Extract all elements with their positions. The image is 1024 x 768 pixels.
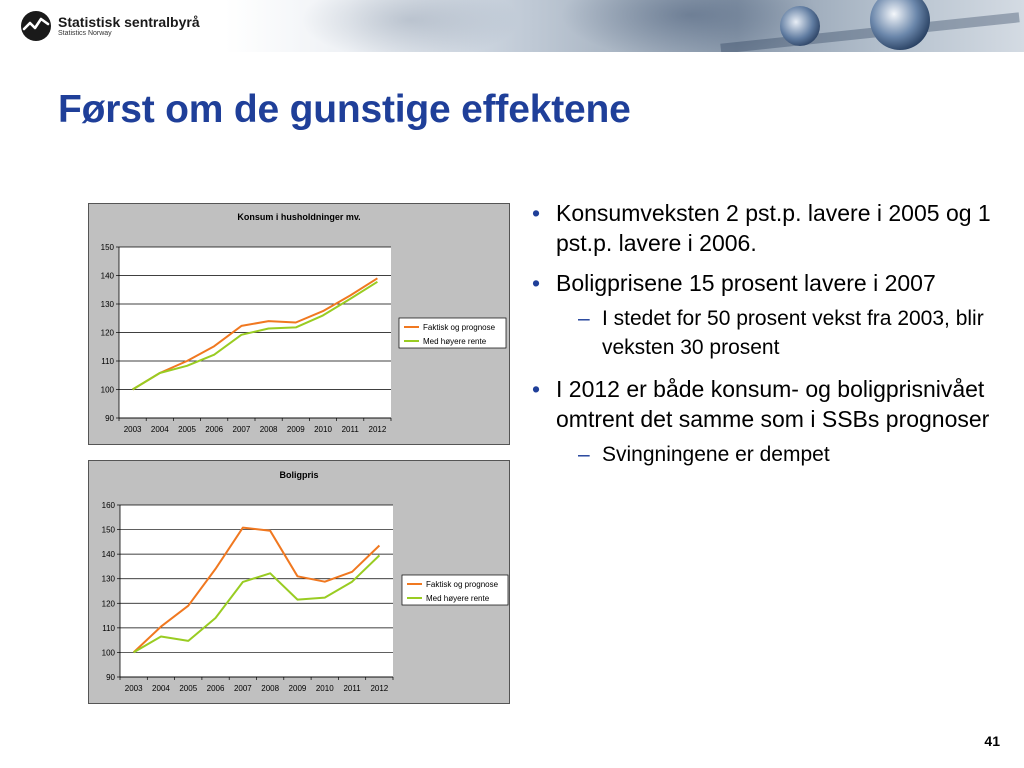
x-tick-label: 2012 xyxy=(370,684,389,693)
bullet-text: I 2012 er både konsum- og boligprisnivået omtrent det samme som i SSBs prognoser xyxy=(556,376,990,432)
x-tick-label: 2005 xyxy=(179,684,198,693)
bullet-item xyxy=(530,198,1010,258)
ssb-logo xyxy=(20,8,200,44)
plot-area xyxy=(120,505,393,677)
x-tick-label: 2006 xyxy=(205,425,224,434)
y-tick-label: 100 xyxy=(100,385,114,395)
consumption-chart-svg xyxy=(89,204,509,444)
house-price-chart xyxy=(88,460,510,704)
y-tick-label: 110 xyxy=(101,357,114,366)
sub-bullet-text: I stedet for 50 prosent vekst fra 2003, blir veksten 30 prosent xyxy=(602,307,984,359)
y-tick-label: 90 xyxy=(106,673,115,682)
x-tick-label: 2003 xyxy=(123,425,142,434)
bullet-item xyxy=(530,374,1010,434)
legend-label: Faktisk og prognose xyxy=(423,323,496,332)
y-tick-label: 90 xyxy=(105,414,114,423)
x-tick-label: 2007 xyxy=(233,684,252,693)
bullet-list xyxy=(530,198,1010,481)
y-tick-label: 150 xyxy=(100,243,114,252)
y-tick-label: 130 xyxy=(100,300,114,309)
x-tick-label: 2010 xyxy=(314,425,332,434)
x-tick-label: 2009 xyxy=(288,684,307,693)
logo-subtitle: Statistics Norway xyxy=(58,29,112,37)
y-tick-label: 140 xyxy=(100,271,114,281)
y-tick-label: 120 xyxy=(100,328,114,338)
chart-title: Boligpris xyxy=(279,470,319,480)
logo-name: Statistisk sentralbyrå xyxy=(58,13,200,30)
sub-bullet-item xyxy=(530,304,1010,362)
y-tick-label: 100 xyxy=(101,648,115,658)
ssb-logo-icon xyxy=(20,10,52,42)
sub-bullet-item xyxy=(530,440,1010,469)
banner-molecule xyxy=(780,6,820,46)
y-tick-label: 150 xyxy=(101,525,115,535)
bullet-dot: • xyxy=(532,270,541,296)
legend-label: Med høyere rente xyxy=(426,594,490,603)
sub-bullet-dash: – xyxy=(578,443,590,466)
x-tick-label: 2008 xyxy=(261,684,280,693)
x-tick-label: 2010 xyxy=(315,684,334,693)
x-tick-label: 2004 xyxy=(150,425,169,434)
sub-bullet-dash: – xyxy=(578,307,590,330)
banner-molecule xyxy=(870,0,930,50)
bullet-dot: • xyxy=(532,376,541,402)
consumption-chart xyxy=(88,203,510,445)
banner-decoration xyxy=(300,0,520,52)
x-tick-label: 2006 xyxy=(206,684,225,693)
x-tick-label: 2012 xyxy=(368,425,387,434)
chart-title: Konsum i husholdninger mv. xyxy=(237,212,361,222)
y-tick-label: 160 xyxy=(101,501,115,510)
legend-label: Med høyere rente xyxy=(423,337,487,346)
slide-title: Først om de gunstige effektene xyxy=(58,88,631,131)
x-tick-label: 2003 xyxy=(124,684,143,693)
x-tick-label: 2011 xyxy=(343,684,361,693)
x-tick-label: 2008 xyxy=(259,425,278,434)
x-tick-label: 2007 xyxy=(232,425,251,434)
page-number: 41 xyxy=(984,733,1000,749)
y-tick-label: 140 xyxy=(101,550,115,560)
bullet-dot: • xyxy=(532,200,541,226)
bullet-text: Konsumveksten 2 pst.p. lavere i 2005 og 1 pst.p. lavere i 2006. xyxy=(556,200,991,256)
y-tick-label: 110 xyxy=(102,623,115,633)
x-tick-label: 2005 xyxy=(178,425,196,434)
header-banner xyxy=(0,0,1024,52)
x-tick-label: 2004 xyxy=(152,684,170,693)
bullet-item xyxy=(530,268,1010,298)
legend-label: Faktisk og prognose xyxy=(426,580,499,589)
y-tick-label: 120 xyxy=(101,599,115,609)
sub-bullet-text: Svingningene er dempet xyxy=(602,443,830,466)
y-tick-label: 130 xyxy=(101,574,115,584)
x-tick-label: 2011 xyxy=(341,425,359,434)
house-price-chart-svg xyxy=(89,461,509,703)
x-tick-label: 2009 xyxy=(286,425,305,434)
bullet-text: Boligprisene 15 prosent lavere i 2007 xyxy=(556,270,936,296)
